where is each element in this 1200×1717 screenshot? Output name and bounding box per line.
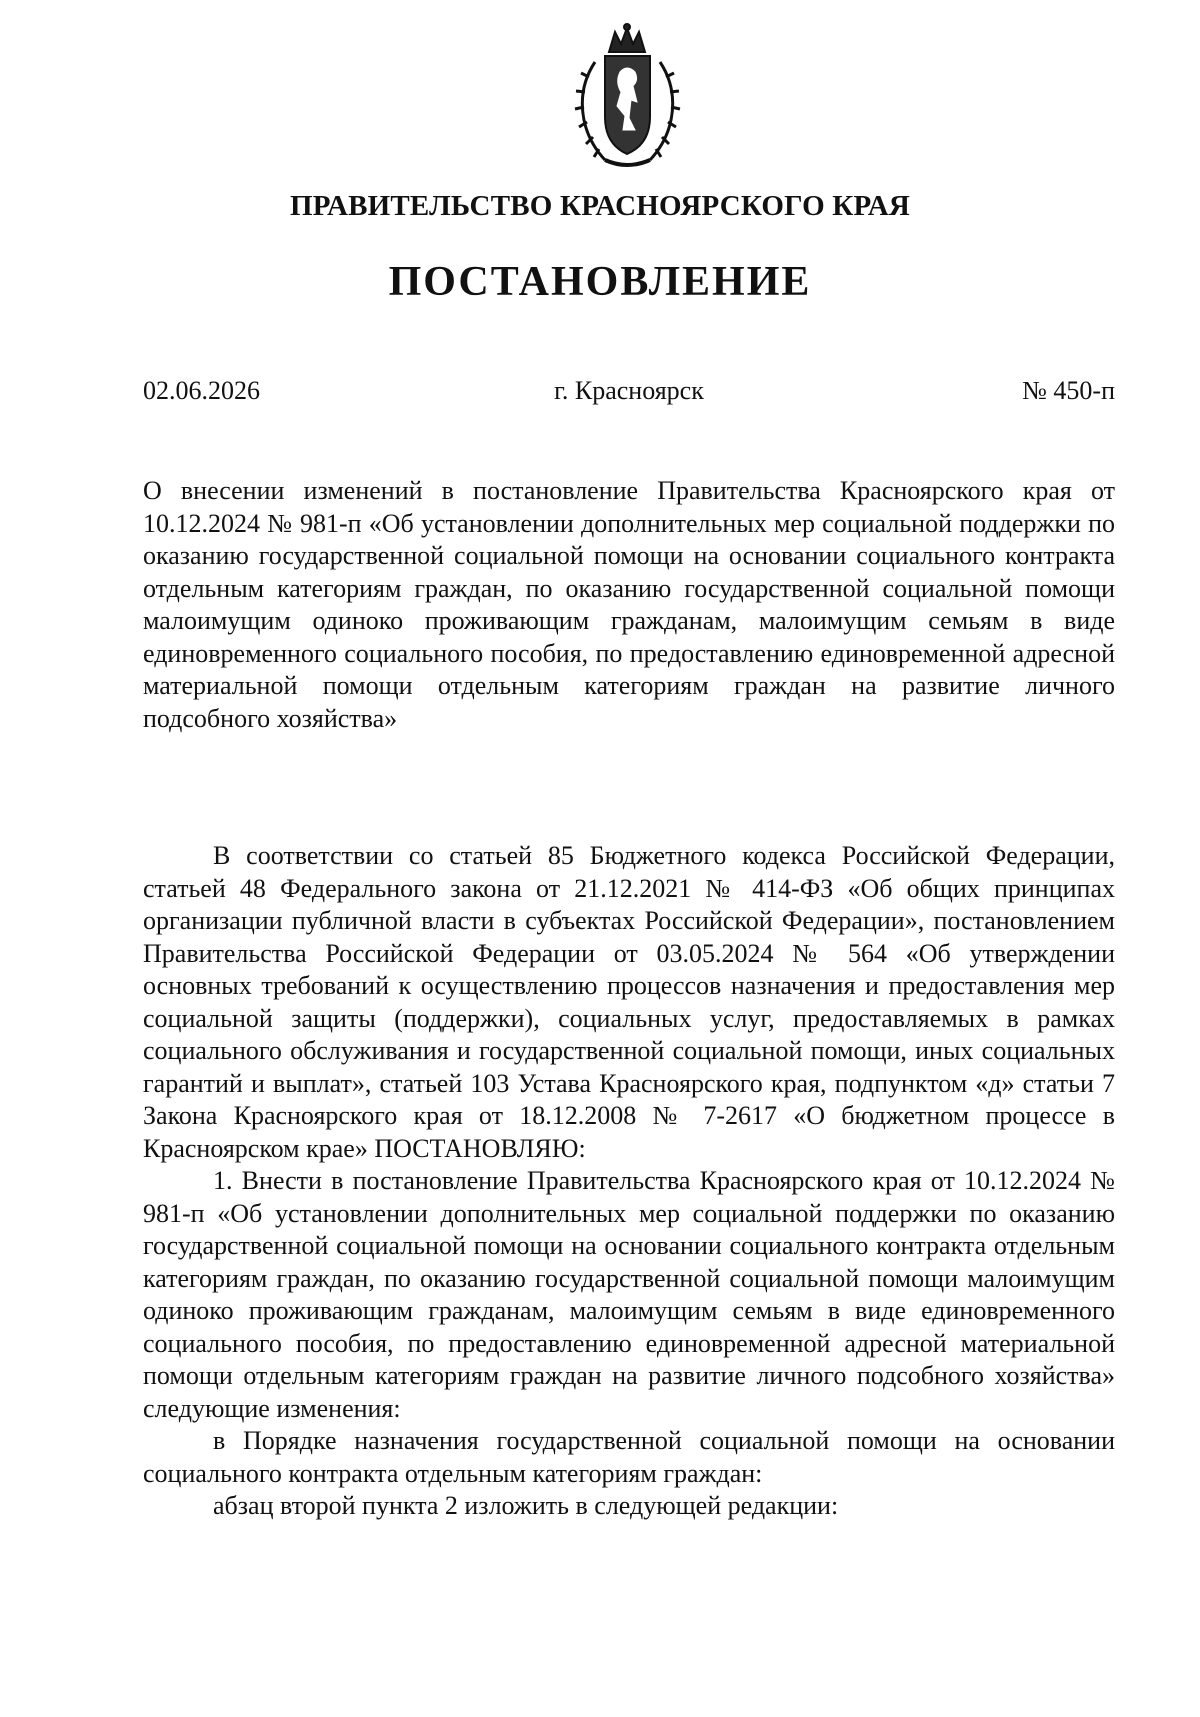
document-type: ПОСТАНОВЛЕНИЕ (388, 259, 812, 305)
document-title (143, 475, 1115, 735)
coat-of-arms-icon (565, 22, 690, 172)
document-body (143, 840, 1115, 1523)
document-title-text: О внесении изменений в постановление Правительства Красноярского края от 10.12.2024 № 981-п «Об установлении дополнительных мер социальной поддержки по оказанию государственной социальной помощи на основании социального контракта отдельным категориям граждан, по оказанию государственной социальной помощи малоимущим одиноко проживающим гражданам, малоимущим семьям в виде единовременного социального пособия, по предоставлению единовременной адресной материальной помощи отдельным категориям граждан на развитие личного подсобного хозяйства» (143, 476, 1115, 733)
body-paragraph: 1. Внести в постановление Правительства Красноярского края от 10.12.2024 № 981-п «Об установлении дополнительных мер социальной поддержки по оказанию государственной социальной помощи на основании социального контракта отдельным категориям граждан, по оказанию государственной социальной помощи малоимущим одиноко проживающим гражданам, малоимущим семьям в виде единовременного социального пособия, по предоставлению единовременной адресной материальной помощи отдельным категориям граждан на развитие личного подсобного хозяйства» следующие изменения: (143, 1166, 1115, 1423)
document-number: № 450-п (1022, 376, 1115, 405)
government-name: ПРАВИТЕЛЬСТВО КРАСНОЯРСКОГО КРАЯ (289, 190, 911, 222)
body-paragraph: абзац второй пункта 2 изложить в следующей редакции: (213, 1491, 839, 1520)
document-date: 02.06.2026 (143, 376, 260, 405)
body-paragraph: в Порядке назначения государственной социальной помощи на основании социального контракта отдельным категориям граждан: (143, 1426, 1115, 1488)
body-paragraph: В соответствии со статьей 85 Бюджетного кодекса Российской Федерации, статьей 48 Федерального закона от 21.12.2021 № 414-ФЗ «Об общих принципах организации публичной власти в субъектах Российской Федерации», постановлением Правительства Российской Федерации от 03.05.2024 № 564 «Об утверждении основных требований к осуществлению процессов назначения и предоставления мер социальной защиты (поддержки), социальных услуг, предоставляемых в рамках социального обслуживания и государственной социальной помощи, иных социальных гарантий и выплат», статьей 103 Устава Красноярского края, подпунктом «д» статьи 7 Закона Красноярского края от 18.12.2008 № 7-2617 «О бюджетном процессе в Красноярском крае» ПОСТАНОВЛЯЮ: (143, 841, 1115, 1163)
document-city: г. Красноярск (554, 376, 704, 405)
